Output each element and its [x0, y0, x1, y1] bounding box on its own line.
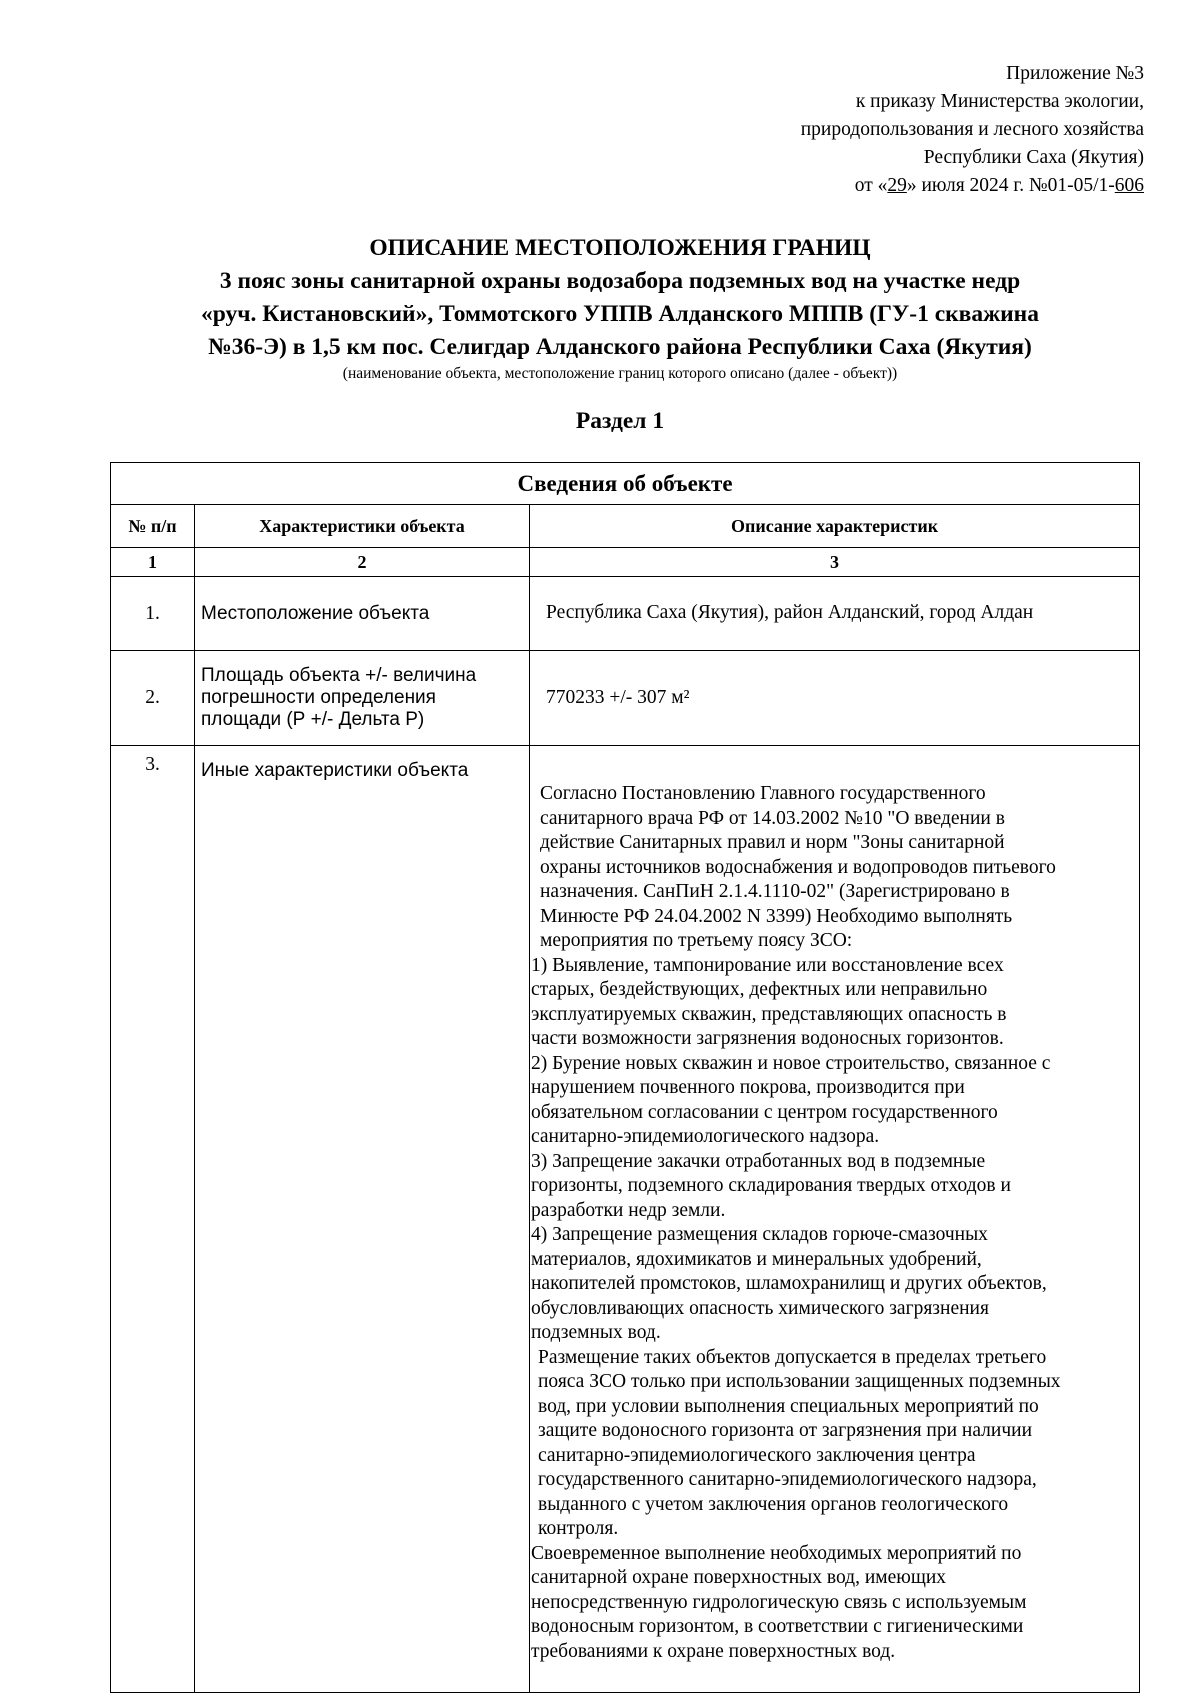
requirements-list: 1) Выявление, тампонирование или восстановление всех старых, бездействующих, дефектных или неправильно эксплуатируемых скважин, представляющих опасность в части возможности загрязнения водоносных горизонтов. 2) Бурение новых скважин и новое строительство, связанное с нарушением почвенного покрова, производится при обязательном согласовании с центром государственного санитарно-эпидемиологического надзора. 3) Запрещение закачки отработанных вод в подземные горизонты, подземного складирования твердых отходов и разработки недр земли. 4) Запрещение размещения складов горюче-смазочных материалов, ядохимикатов и минеральных удобрений, накопителей промстоков, шламохранилищ и других объектов, обусловливающих опасность химического загрязнения подземных вод. — [531, 954, 1051, 1343]
date-day: 29 — [887, 175, 907, 196]
object-name-line: 3 пояс зоны санитарной охраны водозабора подземных вод на участке недр — [219, 268, 1021, 294]
column-number: 3 — [530, 548, 1140, 577]
row-number: 3. — [111, 746, 195, 1693]
characteristic-name: Площадь объекта +/- величина погрешности определения площади (Р +/- Дельта Р) — [195, 651, 530, 746]
object-info-table — [110, 462, 1140, 1693]
object-name-line: «руч. Кистановский», Томмотского УППВ Алданского МППВ (ГУ-1 скважина — [201, 301, 1039, 327]
characteristic-value: 770233 +/- 307 м² — [530, 651, 1140, 746]
appendix-line: Приложение №3 — [1006, 63, 1144, 84]
date-mid: » июля 2024 г. №01-05/1- — [906, 175, 1115, 196]
appendix-line: к приказу Министерства экологии, — [855, 91, 1144, 112]
table-row — [111, 746, 1140, 1693]
appendix-header — [801, 60, 1144, 200]
row-number: 2. — [111, 651, 195, 746]
surface-water-measures: Своевременное выполнение необходимых мероприятий по санитарной охране поверхностных вод, имеющих непосредственную гидрологическую связь с используемым водоносным горизонтом, в соответствии с гигиеническими требованиями к охране поверхностных вод. — [531, 1542, 1027, 1662]
header-number: № п/п — [111, 505, 195, 548]
requirements-intro: Согласно Постановлению Главного государственного санитарного врача РФ от 14.03.2002 №10 "О введении в действие Санитарных правил и норм "Зоны санитарной охраны источников водоснабжения и водопроводов питьевого назначения. СанПиН 2.1.4.1110-02" (Зарегистрировано в Минюсте РФ 24.04.2002 N 3399) Необходимо выполнять мероприятия по третьему поясу ЗСО: — [540, 783, 1056, 951]
document-title-block — [100, 232, 1140, 383]
header-description: Описание характеристик — [530, 505, 1140, 548]
characteristic-value: Республика Саха (Якутия), район Алданский, город Алдан — [530, 577, 1140, 651]
placement-conditions: Размещение таких объектов допускается в пределах третьего пояса ЗСО только при использовании защищенных подземных вод, при условии выполнения специальных мероприятий по защите водоносного горизонта от загрязнения при наличии санитарно-эпидемиологического заключения центра государственного санитарно-эпидемиологического надзора, выданного с учетом заключения органов геологического контроля. — [538, 1346, 1061, 1539]
order-number: 606 — [1114, 175, 1144, 196]
table-row — [111, 651, 1140, 746]
table-caption: Сведения об объекте — [111, 463, 1140, 505]
characteristic-value — [530, 746, 1140, 1693]
characteristic-name: Иные характеристики объекта — [195, 746, 530, 1693]
row-number: 1. — [111, 577, 195, 651]
object-name-line: №36-Э) в 1,5 км пос. Селигдар Алданского района Республики Саха (Якутия) — [208, 334, 1032, 360]
characteristic-name: Местоположение объекта — [195, 577, 530, 651]
object-name-note: (наименование объекта, местоположение границ которого описано (далее - объект)) — [342, 365, 898, 382]
table-row — [111, 577, 1140, 651]
section-title: Раздел 1 — [575, 408, 665, 434]
appendix-line: природопользования и лесного хозяйства — [800, 119, 1144, 140]
column-number: 2 — [195, 548, 530, 577]
document-title: ОПИСАНИЕ МЕСТОПОЛОЖЕНИЯ ГРАНИЦ — [369, 235, 871, 261]
column-number: 1 — [111, 548, 195, 577]
date-prefix: от « — [854, 175, 888, 196]
header-characteristic: Характеристики объекта — [195, 505, 530, 548]
appendix-line: Республики Саха (Якутия) — [923, 147, 1144, 168]
order-date-line — [801, 172, 1144, 200]
